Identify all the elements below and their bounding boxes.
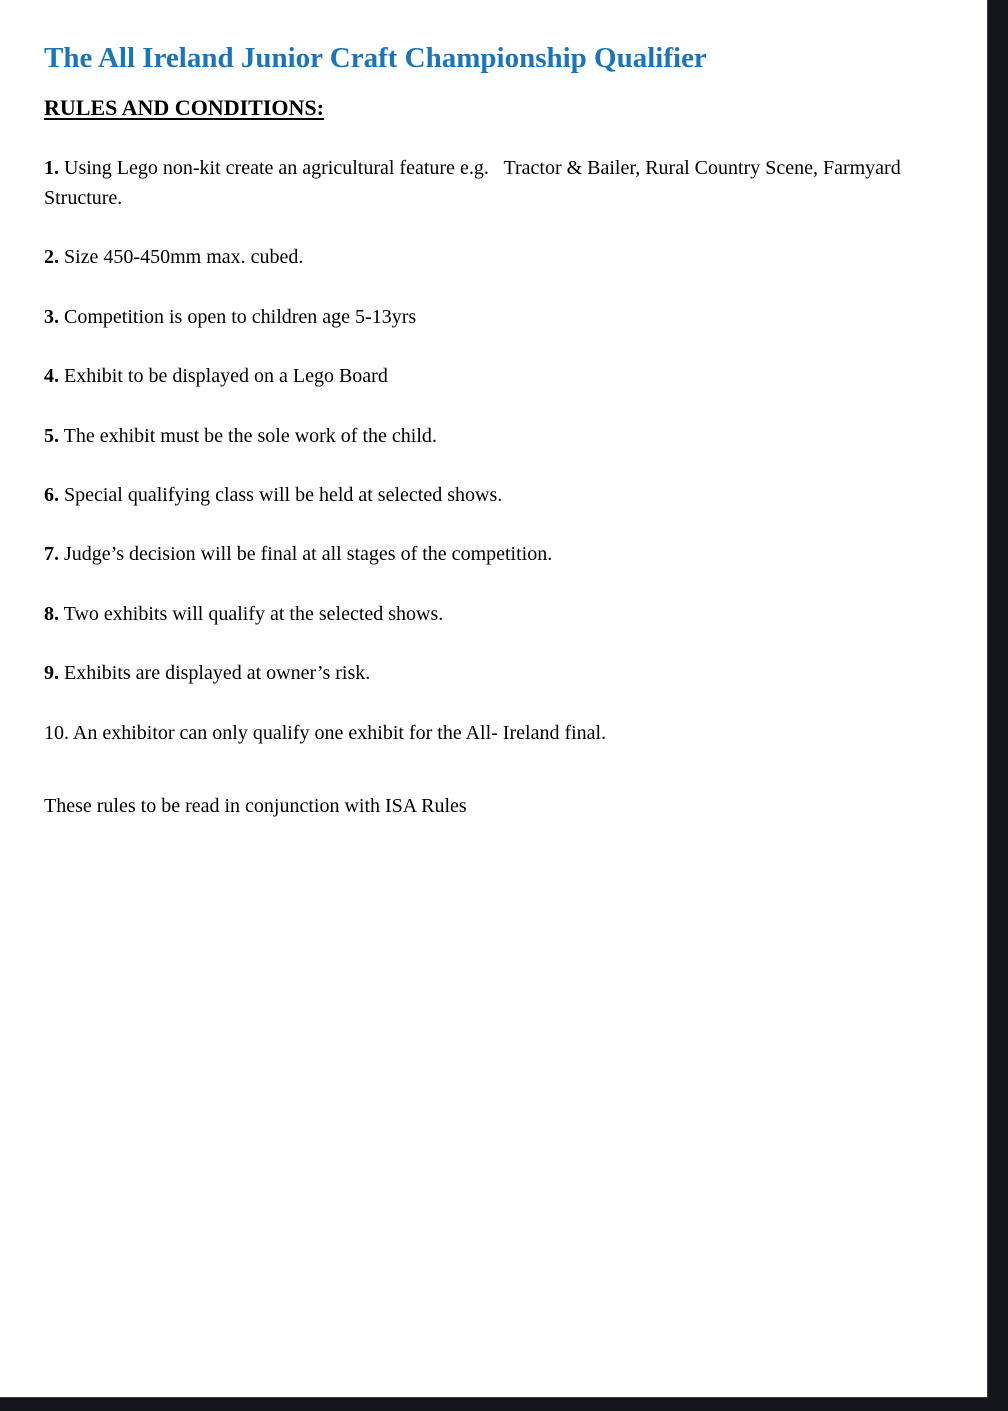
rule-item-7 bbox=[44, 540, 912, 570]
rule-number: 1. bbox=[44, 157, 59, 179]
rule-item-2 bbox=[44, 243, 912, 273]
rule-text: Using Lego non-kit create an agricultural feature e.g. Tractor & Bailer, Rural Country Scene, Farmyard Structure. bbox=[44, 157, 906, 209]
rule-number: 8. bbox=[44, 602, 59, 625]
rule-item-5 bbox=[44, 422, 912, 452]
rule-number: 4. bbox=[44, 365, 59, 388]
rule-item-8 bbox=[44, 600, 912, 630]
rule-number: 3. bbox=[44, 305, 59, 328]
rule-item-1 bbox=[44, 154, 912, 214]
rule-number: 9. bbox=[44, 662, 59, 685]
rule-text: Two exhibits will qualify at the selected shows. bbox=[63, 602, 444, 625]
rule-item-4 bbox=[44, 362, 912, 392]
rule-item-10 bbox=[44, 719, 912, 749]
rule-text: Competition is open to children age 5-13yrs bbox=[64, 305, 417, 328]
rules-list bbox=[44, 154, 912, 748]
rule-number: 2. bbox=[44, 246, 59, 269]
rule-number: 6. bbox=[44, 483, 59, 506]
rule-text: The exhibit must be the sole work of the child. bbox=[63, 424, 437, 447]
rule-text: Size 450-450mm max. cubed. bbox=[64, 246, 304, 269]
rule-text: Special qualifying class will be held at selected shows. bbox=[64, 483, 503, 506]
rule-number: 10. bbox=[44, 721, 69, 744]
rule-text: Exhibits are displayed at owner’s risk. bbox=[64, 662, 371, 685]
rule-number: 5. bbox=[44, 424, 59, 447]
rule-text: Exhibit to be displayed on a Lego Board bbox=[64, 365, 388, 388]
rule-item-9 bbox=[44, 659, 912, 689]
footer-note: These rules to be read in conjunction with ISA Rules bbox=[44, 795, 467, 818]
rule-item-6 bbox=[44, 481, 912, 511]
rule-number: 7. bbox=[44, 543, 59, 566]
rule-text: An exhibitor can only qualify one exhibit for the All- Ireland final. bbox=[72, 721, 607, 744]
section-heading: RULES AND CONDITIONS: bbox=[44, 95, 324, 120]
rule-text: Judge’s decision will be final at all stages of the competition. bbox=[64, 543, 553, 566]
document-title: The All Ireland Junior Craft Championship Qualifier bbox=[44, 42, 707, 74]
rule-item-3 bbox=[44, 303, 912, 333]
